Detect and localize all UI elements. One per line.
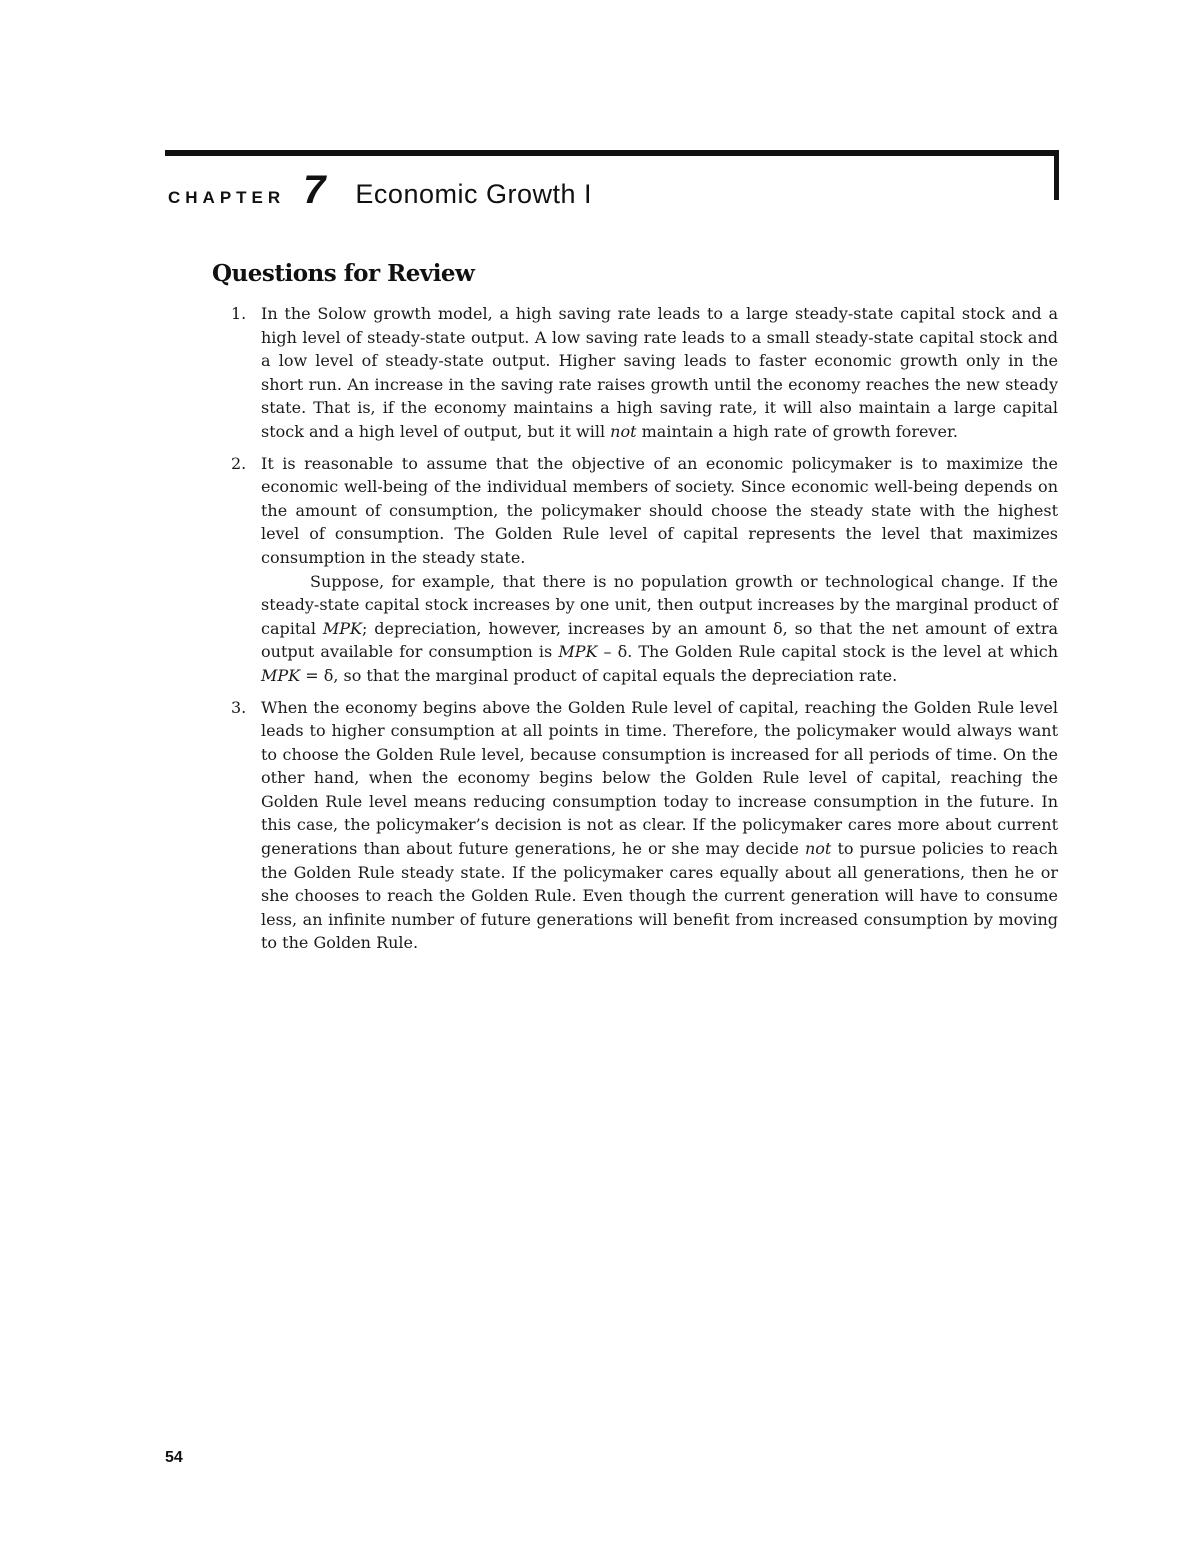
answer-emphasis: not xyxy=(804,839,832,859)
chapter-header xyxy=(168,170,592,210)
answer-item-2 xyxy=(224,452,1058,688)
answer-text: ; depreciation, however, increases by an amount δ, so that the net amount of extra output available for consumption is xyxy=(261,618,1059,662)
answer-text: – δ. The Golden Rule capital stock is the level at which xyxy=(597,642,1058,662)
answer-number: 3. xyxy=(231,697,247,717)
answer-paragraph xyxy=(261,570,1058,688)
answer-paragraph xyxy=(261,302,1058,444)
answer-paragraph: It is reasonable to assume that the objective of an economic policymaker is to maximize the economic well-being of the individual members of society. Since economic well-being depends on the amount of consumption, the policymaker should choose the steady state with the highest level of consumption. The Golden Rule level of capital represents the level that maximizes consumption in the steady state. xyxy=(261,453,1058,567)
section-heading: Questions for Review xyxy=(212,260,475,287)
chapter-number: 7 xyxy=(303,168,326,212)
chapter-title: Economic Growth I xyxy=(355,179,592,209)
answer-text: to pursue policies to reach the Golden Rule steady state. If the policymaker cares equally about all generations, then he or she chooses to reach the Golden Rule. Even though the current generation will have to consume less, an infinite number of future generations will benefit from increased consumption by moving to the Golden Rule. xyxy=(261,839,1058,953)
answer-number: 2. xyxy=(231,453,247,473)
header-rule-bracket xyxy=(1054,150,1059,200)
answer-text: When the economy begins above the Golden Rule level of capital, reaching the Golden Rule level leads to higher consumption at all points in time. Therefore, the policymaker would always want to choose the Golden Rule level, because consumption is increased for all periods of time. On the other hand, when the economy begins below the Golden Rule level of capital, reaching the Golden Rule level means reducing consumption today to increase consumption in the future. In this case, the policymaker’s decision is not as clear. If the policymaker cares more about current generations than about future generations, he or she may decide xyxy=(261,697,1058,859)
page-number: 54 xyxy=(165,1449,183,1466)
answer-paragraph xyxy=(261,696,1058,956)
answer-text: maintain a high rate of growth forever. xyxy=(636,421,958,441)
answer-text: In the Solow growth model, a high saving rate leads to a large steady-state capital stock and a high level of steady-state output. A low saving rate leads to a small steady-state capital stock and a low level of steady-state output. Higher saving leads to faster economic growth only in the short run. An increase in the saving rate raises growth until the economy reaches the new steady state. That is, if the economy maintains a high saving rate, it will also maintain a large capital stock and a high level of output, but it will xyxy=(261,304,1058,441)
mpk-term: MPK xyxy=(261,665,301,685)
mpk-term: MPK xyxy=(322,618,362,638)
answer-list xyxy=(224,302,1058,963)
answer-emphasis: not xyxy=(610,421,637,441)
chapter-label: CHAPTER xyxy=(168,188,286,207)
answer-item-1 xyxy=(224,302,1058,444)
answer-text: = δ, so that the marginal product of capital equals the depreciation rate. xyxy=(300,665,898,685)
answer-item-3 xyxy=(224,696,1058,956)
answer-number: 1. xyxy=(231,304,247,323)
mpk-term: MPK xyxy=(558,642,598,662)
header-rule xyxy=(165,150,1059,156)
answer-text: Suppose, for example, that there is no population growth or technological change. If the steady-state capital stock increases by one unit, then output increases by the marginal product of capital xyxy=(261,571,1058,638)
